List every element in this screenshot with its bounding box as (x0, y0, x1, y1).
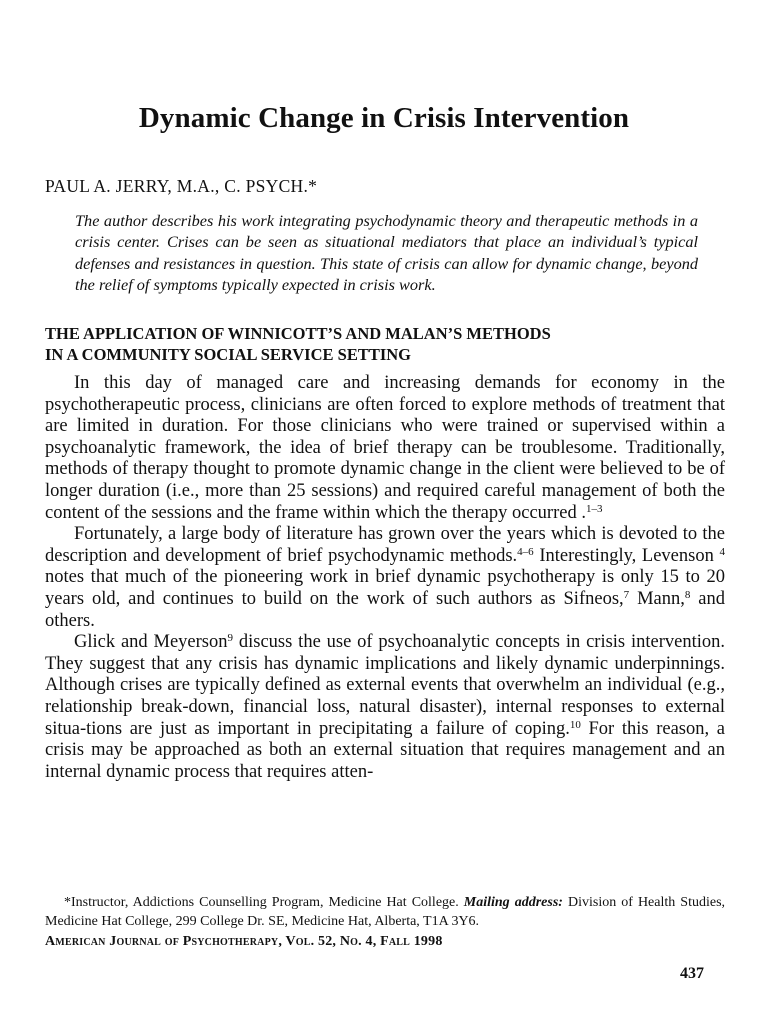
paragraph-2-text-d: Mann, (629, 588, 685, 609)
section-heading-line-2: IN A COMMUNITY SOCIAL SERVICE SETTING (45, 345, 412, 364)
abstract-text: The author describes his work integrating psychodynamic theory and therapeutic methods in a crisis center. Crises can be seen as situational mediators that place an individual’s typical defenses and resistances in question. This state of crisis can allow for dynamic change, beyond the relief of symptoms typically expected in crisis work. (75, 211, 698, 294)
paragraph-3 (45, 632, 725, 783)
citation-ref: 7 (623, 588, 630, 601)
paragraph-2 (45, 524, 725, 632)
section-heading (45, 323, 725, 365)
body-text (45, 373, 725, 783)
page-number: 437 (680, 965, 704, 982)
section-heading-line-1: THE APPLICATION OF WINNICOTT’S AND MALAN’S METHODS (45, 324, 551, 343)
paragraph-3-text-a: Glick and Meyerson (74, 632, 228, 653)
mailing-address-label: Mailing address: (463, 895, 563, 910)
citation-ref: 8 (684, 588, 691, 601)
paragraph-3-text-b: discuss the use of psychoanalytic concepts in crisis intervention. They suggest that any crisis has dynamic implications and likely dynamic underpinnings. Although crises are typically defined as external events that overwhelm an individual (e.g., relationship break-down, financial loss, natural disaster), internal responses to external situa-tions are just as important in precipitating a failure of coping. (45, 632, 725, 739)
abstract (75, 210, 698, 295)
journal-citation: American Journal of Psychotherapy, Vol. 52, No. 4, Fall 1998 (45, 934, 443, 949)
paragraph-2-text-a: Fortunately, a large body of literature has grown over the years which is devoted to the description and development of brief psychodynamic methods. (45, 524, 725, 566)
citation-ref: 10 (569, 718, 581, 731)
paragraph-2-text-c: notes that much of the pioneering work in brief dynamic psychotherapy is only 15 to 20 years old, and continues to build on the work of such authors as Sifneos, (45, 567, 725, 609)
citation-ref: 1–3 (585, 502, 603, 515)
footnote-text-a: *Instructor, Addictions Counselling Program, Medicine Hat College. (64, 895, 464, 910)
footnote-text-b: Division of Health Studies, Medicine Hat College, 299 College Dr. SE, Medicine Hat, Alberta, T1A 3Y6. (45, 895, 726, 929)
citation-ref: 9 (227, 632, 234, 645)
paragraph-2-text-e: and others. (45, 588, 725, 631)
paragraph-1 (45, 373, 725, 524)
author-footnote (45, 894, 725, 931)
citation-ref: 4–6 (517, 545, 534, 558)
article-title: Dynamic Change in Crisis Intervention (138, 102, 630, 134)
paragraph-3-text-c: For this reason, a crisis may be approached as both an external situation that requires management and an internal dynamic process that requires atten- (45, 718, 725, 782)
paragraph-1-text: In this day of managed care and increasing demands for economy in the psychotherapeutic process, clinicians are often forced to explore methods of treatment that are limited in duration. For those clinicians who were trained or supervised within a psychoanalytic framework, the idea of brief therapy can be troublesome. Traditionally, methods of therapy thought to promote dynamic change in the client were believed to be of longer duration (i.e., more than 25 sessions) and required careful management of both the content of the sessions and the frame within which the therapy occurred . (45, 373, 725, 523)
paragraph-2-text-b: Interestingly, Levenson (533, 545, 720, 566)
citation-ref: 4 (719, 545, 725, 558)
author-line: PAUL A. JERRY, M.A., C. PSYCH.* (45, 176, 318, 196)
